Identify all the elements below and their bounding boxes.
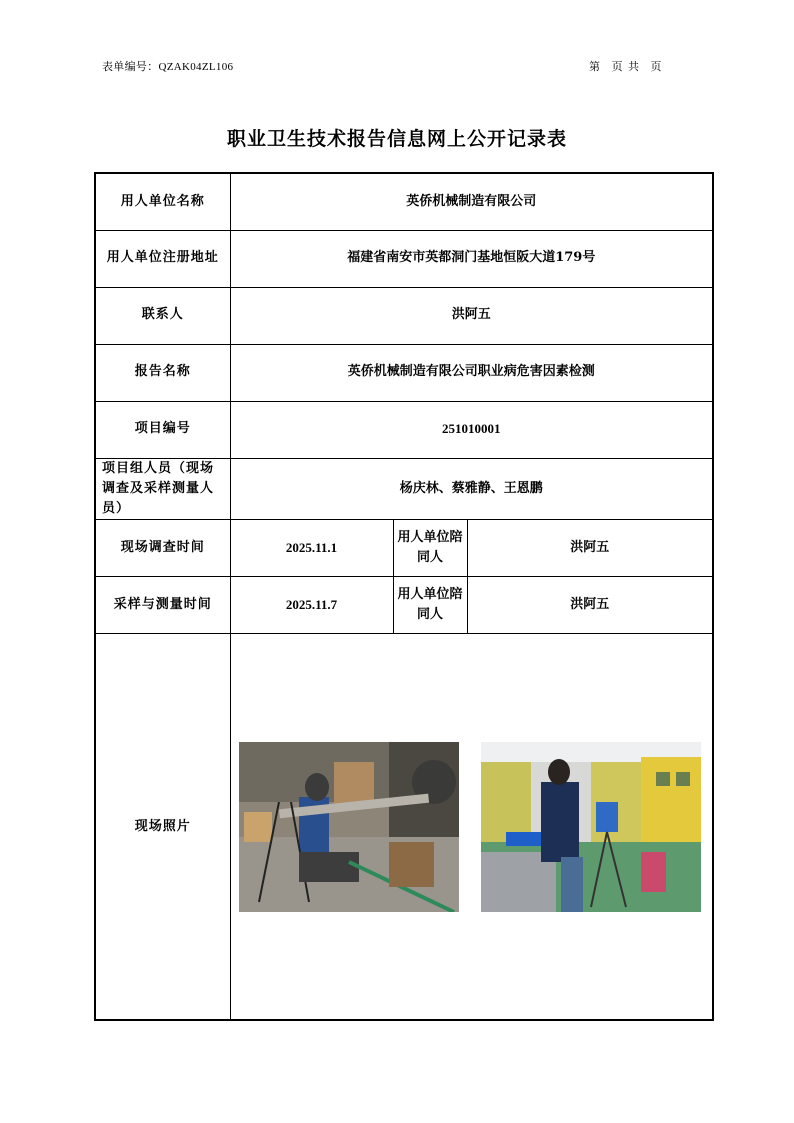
sampling-escort-value: 洪阿五 — [467, 576, 713, 633]
report-name-label: 报告名称 — [95, 344, 230, 401]
survey-escort-label: 用人单位陪同人 — [393, 519, 467, 576]
record-table — [94, 172, 714, 1021]
table-row — [95, 230, 713, 287]
table-row — [95, 344, 713, 401]
document-title: 职业卫生技术报告信息网上公开记录表 — [226, 128, 567, 150]
table-row — [95, 401, 713, 458]
contact-value: 洪阿五 — [230, 287, 713, 344]
table-row — [95, 576, 713, 633]
contact-label: 联系人 — [95, 287, 230, 344]
report-name-value: 英侨机械制造有限公司职业病危害因素检测 — [230, 344, 713, 401]
form-number: 表单编号：QZAK04ZL106 — [102, 61, 234, 73]
page-number: 第 页 共 页 — [589, 61, 662, 73]
table-row — [95, 173, 713, 230]
sampling-escort-label: 用人单位陪同人 — [393, 576, 467, 633]
sampling-time-label: 采样与测量时间 — [95, 576, 230, 633]
photos-cell — [230, 633, 713, 1020]
sampling-time-value: 2025.11.7 — [230, 576, 393, 633]
site-photo-welding — [239, 742, 459, 912]
survey-time-label: 现场调查时间 — [95, 519, 230, 576]
employer-label: 用人单位名称 — [95, 173, 230, 230]
table-row — [95, 458, 713, 519]
employer-value: 英侨机械制造有限公司 — [230, 173, 713, 230]
table-row — [95, 287, 713, 344]
table-row — [95, 633, 713, 1020]
table-row — [95, 519, 713, 576]
survey-escort-value: 洪阿五 — [467, 519, 713, 576]
team-label: 项目组人员（现场调查及采样测量人员） — [95, 458, 230, 519]
team-value: 杨庆林、蔡雅静、王恩鹏 — [230, 458, 713, 519]
photos-label: 现场照片 — [95, 633, 230, 1020]
survey-time-value: 2025.11.1 — [230, 519, 393, 576]
project-number-label: 项目编号 — [95, 401, 230, 458]
project-number-value: 251010001 — [230, 401, 713, 458]
address-value: 福建省南安市英都洞门基地恒阪大道179号 — [230, 230, 713, 287]
site-photo-sampling — [481, 742, 701, 912]
address-label: 用人单位注册地址 — [95, 230, 230, 287]
